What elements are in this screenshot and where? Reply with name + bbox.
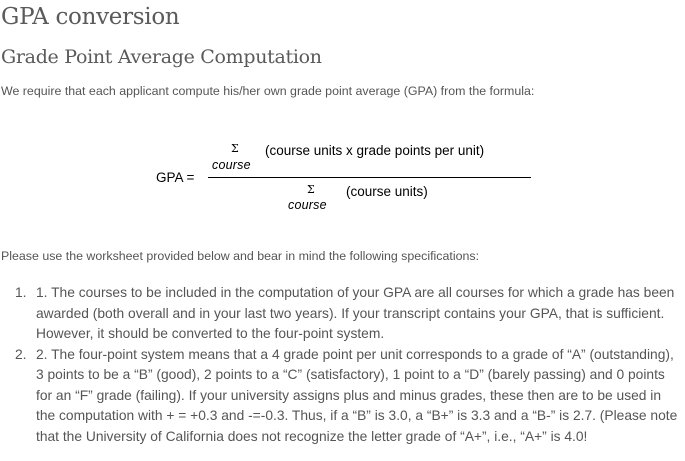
section-title: Grade Point Average Computation: [1, 46, 322, 68]
denominator-subscript: course: [288, 198, 327, 212]
fraction-line: [208, 177, 531, 178]
specifications-intro: Please use the worksheet provided below and bear in mind the following specifications:: [1, 249, 480, 263]
formula-lhs: GPA =: [156, 170, 195, 185]
formula-denominator: (course units): [346, 184, 428, 199]
specifications-list: [0, 283, 685, 447]
list-item: [15, 345, 685, 448]
gpa-formula: [0, 140, 685, 220]
list-marker: 2.: [15, 346, 27, 362]
list-item-text: 1. The courses to be included in the computation of your GPA are all courses for which a grade has been awarded (both overall and in your last two years). If your transcript contains your GPA, that is sufficient. However, it should be converted to the four-point system.: [36, 285, 675, 341]
denominator-sigma-icon: Σ: [307, 183, 315, 196]
intro-text: We require that each applicant compute his/her own grade point average (GPA) from the formula:: [1, 84, 535, 98]
list-item: [15, 283, 685, 345]
page-title: GPA conversion: [1, 4, 180, 30]
formula-numerator: (course units x grade points per unit): [265, 143, 485, 158]
list-item-text: 2. The four-point system means that a 4 grade point per unit corresponds to a grade of “A” (outstanding), 3 points to be a “B” (good), 2 points to a “C” (satisfactory), 1 point to a “D” (barely passing) and 0 points for an “F” grade (failing). If your university assigns plus and minus grades, these then are to be used in the computation with + = +0.3 and -=-0.3. Thus, if a “B” is 3.0, a “B+” is 3.3 and a “B-” is 2.7. (Please note that the University of California does not recognize the letter grade of “A+”, i.e., “A+” is 4.0!: [36, 346, 678, 444]
numerator-sigma-icon: Σ: [231, 142, 239, 155]
numerator-subscript: course: [212, 158, 251, 172]
list-marker: 1.: [15, 285, 27, 300]
